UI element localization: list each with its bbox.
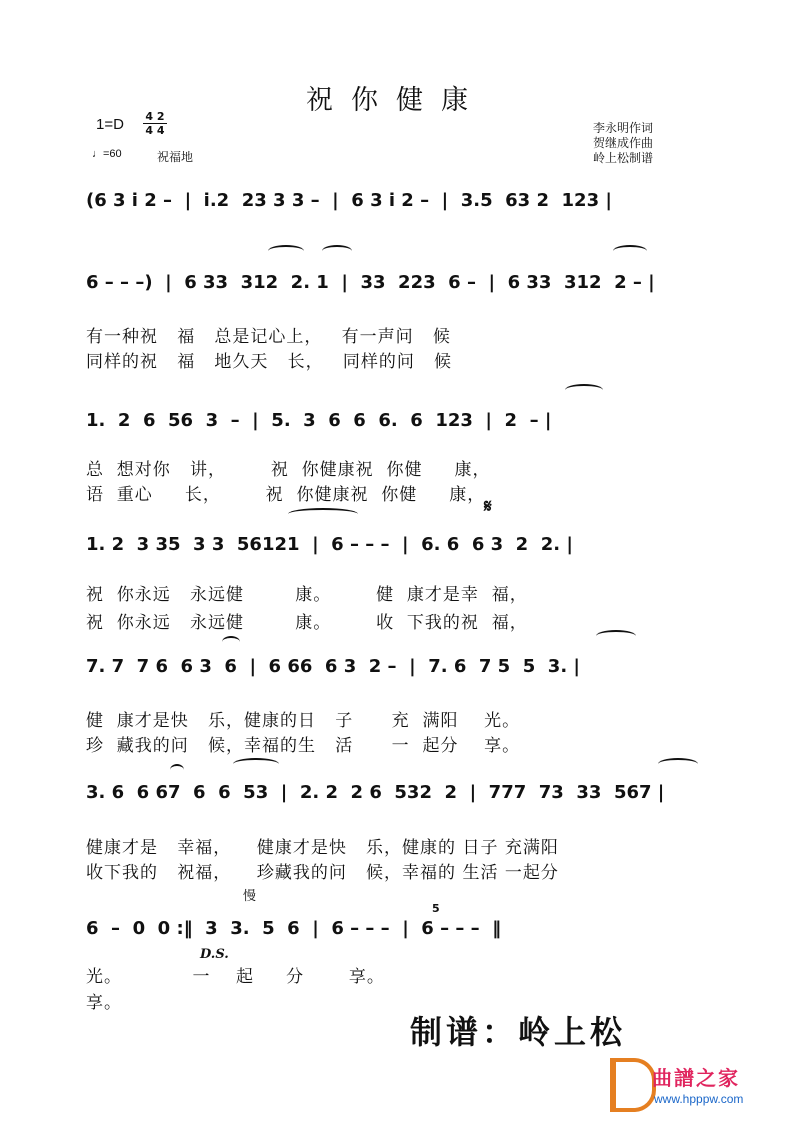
meter-bottom: 4 4 <box>145 124 165 137</box>
slur-mark <box>268 245 304 257</box>
composer-credit: 贺继成作曲 <box>593 136 654 150</box>
slur-mark <box>658 758 698 770</box>
notation-line-4 <box>86 526 716 562</box>
lyric-line-1a: 有一种祝 福 总是记心上， 有一声问 候 <box>86 327 451 347</box>
slur-mark <box>288 508 358 520</box>
notes-line-5: 7. 7 7 6 6 3 6 | 6 66 6 3 2 – | 7. 6 7 5 5 3. | <box>86 655 580 677</box>
notation-line-5 <box>86 648 716 684</box>
lyric-line-3a: 祝 你永远 永远健 康。 健 康才是幸 福， <box>86 585 528 605</box>
logo-mark-icon <box>610 1058 656 1112</box>
lyricist-credit: 李永明作词 <box>593 121 654 135</box>
time-signature <box>142 111 168 136</box>
lyric-line-2a: 总 想对你 讲， 祝 你健康祝 你健 康， <box>86 460 491 480</box>
notes-line-1: (6 3 i 2 – | i.2 23 3 3 – | 6 3 i 2 – | 3.5 63 2 123 | <box>86 189 612 211</box>
song-title: 祝你健康 <box>306 85 486 116</box>
lyric-line-5a: 健康才是 幸福， 健康才是快 乐，健康的 日子 充满阳 <box>86 838 559 858</box>
credits <box>593 121 653 166</box>
notes-line-3: 1. 2 6 56 3 – | 5. 3 6 6 6. 6 123 | 2 – | <box>86 409 552 431</box>
lyric-line-6a: 光。 一 起 分 享。 <box>86 967 385 987</box>
notes-line-7: 6 – 0 0 :‖ 3 3. 5 6 | 6 – – – | 6 – – – ‖ <box>86 917 502 939</box>
transcriber-credit: 岭上松制谱 <box>593 151 654 165</box>
notes-line-2: 6 – – –) | 6 33 312 2. 1 | 33 223 6 – | 6 33 312 2 – | <box>86 271 655 293</box>
slur-mark <box>170 764 184 776</box>
lyric-line-6b: 享。 <box>86 993 122 1013</box>
notation-line-7 <box>86 910 716 946</box>
lyric-line-4b: 珍 藏我的问 候，幸福的生 活 一 起分 享。 <box>86 736 521 756</box>
lyric-line-5b: 收下我的 祝福， 珍藏我的问 候，幸福的 生活 一起分 <box>86 863 559 883</box>
key-signature: 1=D <box>96 116 124 133</box>
site-logo[interactable] <box>610 1058 780 1118</box>
expression-mark: 祝福地 <box>157 150 194 164</box>
notation-line-6 <box>86 774 716 810</box>
slur-mark <box>596 630 636 642</box>
slur-mark <box>222 636 240 648</box>
notation-line-3 <box>86 402 716 438</box>
logo-url: www.hpppw.com <box>654 1092 744 1106</box>
grace-note-mark: 5 <box>432 902 440 915</box>
notes-line-6: 3. 6 6 67 6 6 53 | 2. 2 2 6 532 2 | 777 73 33 567 | <box>86 781 665 803</box>
logo-text: 曲譜之家 <box>652 1066 740 1090</box>
lyric-line-2b: 语 重心 长， 祝 你健康祝 你健 康， <box>86 485 486 505</box>
notes-line-4: 1. 2 3 35 3 3 56121 | 6 – – – | 6. 6 6 3 2 2. | <box>86 533 573 555</box>
dal-segno-mark: D.S. <box>200 947 229 962</box>
lyric-line-3b: 祝 你永远 永远健 康。 收 下我的祝 福， <box>86 613 528 633</box>
tempo-mark: ♩=60 <box>92 148 122 160</box>
segno-sign: 𝄋 <box>484 496 492 517</box>
slur-mark <box>613 245 647 257</box>
lyric-line-1b: 同样的祝 福 地久天 长， 同样的问 候 <box>86 352 453 372</box>
lyric-line-4a: 健 康才是快 乐，健康的日 子 充 满阳 光。 <box>86 711 521 731</box>
notation-line-2 <box>86 264 716 300</box>
tempo-change-mark: 慢 <box>243 889 257 904</box>
meter-top: 4 2 <box>145 110 165 123</box>
notation-line-1 <box>86 182 716 218</box>
slur-mark <box>322 245 352 257</box>
transcriber-signature: 制谱：岭上松 <box>410 1013 627 1051</box>
slur-mark <box>233 758 279 770</box>
slur-mark <box>565 384 603 396</box>
